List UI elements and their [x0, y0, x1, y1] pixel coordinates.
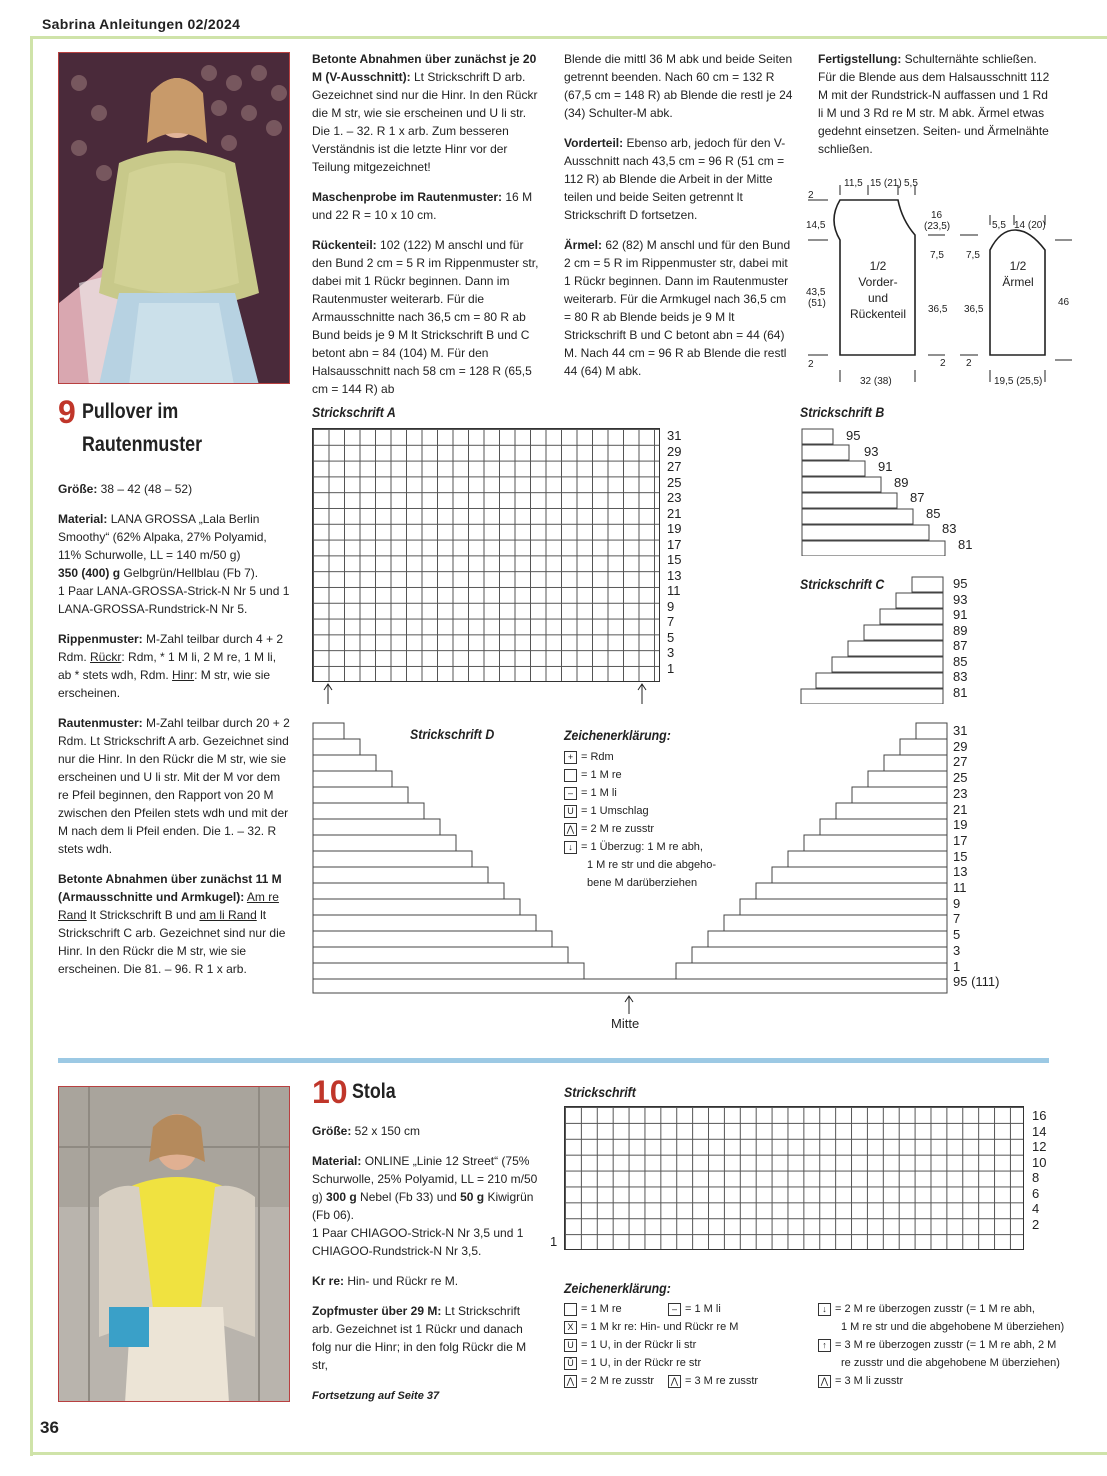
- sch-left-top: 14,5: [806, 220, 826, 231]
- chart-d-center-label: Mitte: [611, 1016, 640, 1031]
- p10-cable-text: Lt Strickschrift arb. Gezeichnet ist 1 Rückr und danach folg nur die Hinr; in den folg Rückr die M str,: [312, 1304, 527, 1372]
- chart-10-row: 4: [1032, 1201, 1040, 1216]
- chart-d-row: 3: [953, 942, 961, 958]
- header-title: Sabrina Anleitungen 02/2024: [42, 16, 241, 32]
- sch-dim-2a: 2: [808, 190, 814, 201]
- legend-symbol: Ū: [564, 1357, 577, 1370]
- dec11-t2: lt Strickschrift C arb. Gezeichnet sind nur die Hinr. In den Rückr die M str, wie sie erscheinen. Die 81. – 96. R 1 x arb.: [58, 908, 286, 976]
- chart-b-row: 87: [910, 490, 925, 505]
- p10-material-label: Material:: [312, 1154, 362, 1168]
- p10-kr-label: Kr re:: [312, 1274, 345, 1288]
- chart-d-row: 15: [953, 848, 968, 864]
- pattern-number-10: 10: [312, 1074, 348, 1110]
- sch-left-body-b: (51): [808, 298, 826, 309]
- legend-9: [564, 726, 724, 892]
- photo-pullover-illustration: [59, 53, 290, 384]
- legend-symbol: U: [564, 1339, 577, 1352]
- dec11-t1: lt Strickschrift B und: [86, 908, 200, 922]
- sch-sleeve-top-2: 14 (20): [1014, 220, 1046, 231]
- legend-symbol: ↓: [564, 841, 577, 854]
- chart-d-label: Strickschrift D: [410, 726, 495, 742]
- sch-body-l2: Vorder-: [858, 275, 898, 289]
- legend-symbol: [564, 1303, 577, 1316]
- legend-text: = 1 U, in der Rückr li str: [581, 1339, 697, 1351]
- chart-a-row: 31: [667, 428, 682, 443]
- sleeve-label: Ärmel:: [564, 238, 603, 252]
- chart-d-row: 23: [953, 785, 968, 801]
- sch-dim-2b: 2: [808, 359, 814, 370]
- front-label: Vorderteil:: [564, 136, 624, 150]
- sch-sleeve-bottom: 19,5 (25,5): [994, 376, 1043, 387]
- legend-10-item: [818, 1300, 1058, 1318]
- dec20-text: Lt Strickschrift D arb. Gezeichnet sind nur die Hinr. In den Rückr die M str, wie sie erscheinen und U li str. Die 1. – 32. R 1 x arb. Zum besseren Verständnis ist die letzte Hinr vor der Teilung mitgezeichnet!: [312, 70, 538, 174]
- legend-text: = 3 M re zusstr: [685, 1375, 759, 1387]
- chart-10-rows: [1032, 1108, 1072, 1232]
- sch-bottom: 32 (38): [860, 376, 892, 387]
- pattern-number-9: 9: [58, 394, 76, 430]
- sch-left-body: 43,5: [806, 287, 826, 298]
- sch-sleeve-len: 46: [1058, 297, 1070, 308]
- size-value: 38 – 42 (48 – 52): [97, 482, 193, 496]
- chart-b-row: 93: [864, 443, 879, 459]
- diamond-text: M-Zahl teilbar durch 20 + 2 Rdm. Lt Strickschrift A arb. Gezeichnet sind nur die Hinr. In den Rückr die M str, wie sie erscheinen und U li str. Mit der M vor dem re Pfeil beginnen, den Rapport von 20 M zwischen den Pfeilen stets wdh und mit der M nach dem li Pfeil enden. Die 1. – 32. R stets wdh.: [58, 716, 290, 856]
- chart-10-grid: [564, 1106, 1024, 1250]
- finish-text: Schulternähte schließen. Für die Blende aus dem Halsausschnitt 112 M mit der Rundstrick-N auffassen und 1 Rd li M und 3 Rd re M str. M abk. Ärmel etwas gedehnt einsetzen. Seiten- und Ärmelnähte schließen.: [818, 52, 1050, 156]
- sch-top-2: 15 (21): [870, 178, 902, 189]
- legend-10-col1b: [668, 1300, 788, 1390]
- chart-a-row: 7: [667, 614, 675, 629]
- p10-color2: Kiwigrün (Fb 06).: [312, 1190, 534, 1222]
- chart-c-row: 91: [953, 607, 968, 622]
- sleeve-text: 62 (82) M anschl und für den Bund 2 cm = 5 R im Rippenmuster str, dabei mit 1 Rückr beginnen. Dann im Rautenmuster weiterarb. Für die Armkugel nach 36,5 cm = 80 R ab Blende beids je 9 M lt Strickschrift B und C betont abn = 44 (64) M. Nach 44 cm = 96 R ab Blende die restl 44 (64) M abk.: [564, 238, 791, 378]
- material-amount: 350 (400) g: [58, 566, 121, 580]
- legend-text: = 1 M kr re: Hin- und Rückr re M: [581, 1321, 739, 1333]
- chart-10-row: 8: [1032, 1170, 1040, 1185]
- legend-9-extra1: 1 M re str und die abgeho-: [587, 859, 717, 871]
- p9-column-4: [818, 50, 1050, 170]
- chart-c-row: 81: [953, 684, 968, 700]
- section-separator: [58, 1058, 1049, 1063]
- legend-text: = 1 Umschlag: [581, 805, 649, 817]
- chart-a-row: 19: [667, 521, 682, 536]
- legend-text: = 3 M li zusstr: [835, 1375, 904, 1387]
- sch-neck-b: (23,5): [924, 221, 951, 232]
- photo-stola: [58, 1086, 290, 1402]
- legend-symbol: [564, 769, 577, 782]
- p9-column-3: [564, 50, 796, 392]
- legend-10-item: [668, 1300, 788, 1318]
- chart-d-row: 5: [953, 927, 961, 943]
- chart-b-row: 83: [942, 521, 957, 536]
- sch-sleeve-top-1: 5,5: [992, 220, 1006, 231]
- legend-symbol: +: [564, 751, 577, 764]
- legend-symbol: ⋀: [564, 823, 577, 836]
- legend-text: = 1 Überzug: 1 M re abh,: [581, 841, 703, 853]
- chart-d-row: 31: [953, 723, 968, 738]
- material-value: LANA GROSSA „Lala Berlin Smoothy“ (62% Alpaka, 27% Polyamid, 11% Schurwolle, LL = 140 m/50 g): [58, 512, 267, 562]
- chart-d-row: 29: [953, 738, 968, 754]
- legend-text: 1 M re str und die abgehobene M überziehen): [841, 1321, 1065, 1333]
- back-text: 102 (122) M anschl und für den Bund 2 cm = 5 R im Rippenmuster str, dabei mit 1 Rückr beginnen. Dann im Rautenmuster weiterarb. Für die Armausschnitte nach 36,5 cm = 80 R ab Bund beids je 9 M lt Strickschrift B und C betont abn = 84 (104) M. Für den Halsausschnitt nach 58 cm = 128 R (65,5 cm = 144 R) ab: [312, 238, 539, 396]
- chart-a-row: 27: [667, 459, 682, 474]
- sch-sleeve-l1: 1/2: [1009, 259, 1027, 273]
- sch-top-1: 11,5: [844, 178, 863, 189]
- dec11-u1: Am re Rand: [58, 890, 279, 922]
- chart-10-row: 2: [1032, 1216, 1040, 1232]
- chart-b-label: Strickschrift B: [800, 404, 885, 420]
- chart-a-row: 1: [667, 660, 675, 676]
- legend-text: = 2 M re zusstr: [581, 1375, 655, 1387]
- p10-amount1: 300 g: [326, 1190, 357, 1204]
- legend-symbol: U: [564, 805, 577, 818]
- legend-text: re zusstr und die abgehobene M überziehen): [841, 1357, 1060, 1369]
- rib-label: Rippenmuster:: [58, 632, 143, 646]
- material-color: Gelbgrün/Hellblau (Fb 7).: [120, 566, 259, 580]
- chart-b-row: 95: [846, 428, 861, 443]
- p10-size-label: Größe:: [312, 1124, 352, 1138]
- rib-rueckr: Rückr: [90, 650, 122, 664]
- chart-d-row: 25: [953, 770, 968, 786]
- p10-kr-text: Hin- und Rückr re M.: [344, 1274, 459, 1288]
- page-number: 36: [40, 1418, 59, 1437]
- material-label: Material:: [58, 512, 108, 526]
- schematic-diagram: [800, 170, 1080, 395]
- chart-a-label: Strickschrift A: [312, 404, 396, 420]
- chart-10-label: Strickschrift: [564, 1084, 636, 1100]
- sch-sleeve-side: 36,5: [964, 304, 984, 315]
- legend-symbol: ⋀: [668, 1375, 681, 1388]
- chart-10-row: 14: [1032, 1123, 1047, 1139]
- chart-a-row: 5: [667, 629, 675, 645]
- chart-c-row: 87: [953, 638, 968, 653]
- chart-a-row: 15: [667, 552, 682, 567]
- chart-a-row: 25: [667, 474, 682, 490]
- legend-symbol: ⋀: [818, 1375, 831, 1388]
- legend-text: = 1 M re: [581, 769, 622, 781]
- pattern-title-10: Stola: [352, 1080, 396, 1103]
- sch-sleeve-l2: Ärmel: [1002, 275, 1034, 289]
- legend-text: = 1 M re: [581, 1303, 622, 1315]
- p9-column-2: [312, 50, 544, 410]
- legend-9-item: [564, 748, 724, 766]
- chart-d-row: 13: [953, 864, 968, 880]
- legend-text: = 1 U, in der Rückr re str: [581, 1357, 702, 1369]
- chart-d-rows: [953, 723, 1043, 990]
- legend-9-item: [564, 802, 724, 820]
- legend-9-item: [564, 820, 724, 838]
- chart-10-row: 6: [1032, 1185, 1040, 1201]
- chart-c-label: Strickschrift C: [800, 576, 885, 592]
- rib-text3: : M str, wie sie erscheinen.: [58, 668, 271, 700]
- chart-d-row: 11: [953, 880, 967, 896]
- chart-a-row: 13: [667, 567, 682, 583]
- legend-text: = 3 M re überzogen zusstr (= 1 M re abh, 2 M: [835, 1339, 1057, 1351]
- sch-body-l4: Rückenteil: [849, 307, 907, 321]
- chart-d-row: 7: [953, 911, 961, 927]
- chart-b-rows: [846, 428, 973, 552]
- p10-column: [312, 1122, 544, 1386]
- pattern-title-9-line1: Pullover im: [82, 400, 179, 423]
- legend-symbol: ⋀: [564, 1375, 577, 1388]
- photo-pullover: [58, 52, 290, 384]
- legend-text: = 1 M li: [581, 787, 617, 799]
- size-label: Größe:: [58, 482, 98, 496]
- chart-c-row: 85: [953, 653, 968, 669]
- chart-10-first-row: 1: [550, 1234, 558, 1249]
- legend-10-title: Zeichenerklärung:: [564, 1280, 671, 1296]
- material-needles: 1 Paar LANA-GROSSA-Strick-N Nr 5 und 1 LANA-GROSSA-Rundstrick-N Nr 5.: [58, 584, 290, 616]
- legend-10-col2: [818, 1300, 1065, 1390]
- frame-top: [30, 36, 1107, 39]
- chart-a-row: 3: [667, 645, 675, 660]
- legend-9-extra2: bene M darüberziehen: [587, 877, 698, 889]
- chart-b-row: 85: [926, 505, 941, 521]
- chart-d-row: 95 (111): [953, 974, 1000, 990]
- sch-dim-2d: 2: [966, 358, 972, 369]
- legend-symbol: ↑: [818, 1339, 831, 1352]
- chart-d-row: 19: [953, 817, 968, 833]
- legend-10-item: [818, 1336, 1058, 1354]
- gauge-label: Maschenprobe im Rautenmuster:: [312, 190, 503, 204]
- back-label: Rückenteil:: [312, 238, 377, 252]
- chart-a-row: 23: [667, 490, 682, 505]
- chart-b-row: 91: [878, 459, 893, 474]
- p10-color1: Nebel (Fb 33) und: [356, 1190, 461, 1204]
- diamond-label: Rautenmuster:: [58, 716, 143, 730]
- chart-d-row: 9: [953, 895, 961, 911]
- chart-d-center-arrow: [622, 994, 636, 1016]
- chart-a-row: 29: [667, 443, 682, 459]
- front-text: Ebenso arb, jedoch für den V-Ausschnitt nach 43,5 cm = 96 R (51 cm = 112 R) ab Blende die Arbeit in der Mitte teilen und beide Seiten getrennt lt Strickschrift D fortsetzen.: [564, 136, 786, 222]
- legend-symbol: ↓: [818, 1303, 831, 1316]
- col3-text: Blende die mittl 36 M abk und beide Seiten getrennt beenden. Nach 60 cm = 132 R (67,5 cm = 148 R) ab Blende die restl je 24 (34) Schulter-M abk.: [564, 52, 793, 120]
- p10-amount2: 50 g: [460, 1190, 485, 1204]
- sch-side: 36,5: [928, 304, 948, 315]
- legend-symbol: –: [564, 787, 577, 800]
- chart-d-row: 21: [953, 801, 968, 817]
- legend-9-title: Zeichenerklärung:: [564, 727, 671, 743]
- gauge-text: 16 M und 22 R = 10 x 10 cm.: [312, 190, 533, 222]
- chart-a-row: 11: [667, 583, 681, 598]
- chart-c-rows: [953, 576, 993, 700]
- chart-10-row: 10: [1032, 1154, 1047, 1170]
- p9-column-1: [58, 480, 290, 990]
- chart-c-row: 89: [953, 622, 968, 638]
- legend-9-item: [564, 766, 724, 784]
- chart-d-row: 1: [953, 958, 961, 974]
- p10-size-value: 52 x 150 cm: [351, 1124, 421, 1138]
- sch-sleeve-cap: 7,5: [966, 250, 980, 261]
- p10-needles: 1 Paar CHIAGOO-Strick-N Nr 3,5 und 1 CHIAGOO-Rundstrick-N Nr 3,5.: [312, 1226, 524, 1258]
- frame-left: [30, 36, 33, 1456]
- continued-note: Fortsetzung auf Seite 37: [312, 1390, 440, 1402]
- legend-10-item: [818, 1372, 1058, 1390]
- chart-10-row: 12: [1032, 1139, 1047, 1154]
- p10-cable-label: Zopfmuster über 29 M:: [312, 1304, 442, 1318]
- rib-text2: : Rdm, * 1 M li, 2 M re, 1 M li, ab * stets wdh, Rdm.: [58, 650, 277, 682]
- chart-a-row: 17: [667, 536, 682, 552]
- legend-9-item: [564, 838, 724, 856]
- finish-label: Fertigstellung:: [818, 52, 902, 66]
- legend-10-item: [668, 1372, 788, 1390]
- chart-c-grid: [800, 576, 946, 704]
- rib-hinr: Hinr: [172, 668, 195, 682]
- chart-a-arrows: [312, 682, 660, 712]
- legend-text: = 2 M re überzogen zusstr (= 1 M re abh,: [835, 1303, 1035, 1315]
- chart-a-grid: [312, 428, 660, 682]
- legend-9-item: [564, 784, 724, 802]
- chart-d-row: 27: [953, 754, 968, 770]
- dec11-label: Betonte Abnahmen über zunächst 11 M (Armausschnitte und Armkugel):: [58, 872, 282, 904]
- legend-symbol: X: [564, 1321, 577, 1334]
- chart-b-row: 81: [958, 536, 973, 552]
- chart-d-row: 17: [953, 832, 968, 848]
- legend-text: = 1 M li: [685, 1303, 721, 1315]
- pattern-title-9-line2: Rautenmuster: [82, 433, 203, 456]
- chart-a-rows: [667, 428, 707, 676]
- sch-body-l3: und: [867, 291, 889, 305]
- sch-body-l1: 1/2: [869, 259, 887, 273]
- dec20-label: Betonte Abnahmen über zunächst je 20 M (V-Ausschnitt):: [312, 52, 537, 84]
- sch-top-3: 5,5: [904, 178, 918, 189]
- legend-text: = 2 M re zusstr: [581, 823, 655, 835]
- sch-dim-2c: 2: [940, 358, 946, 369]
- legend-text: = Rdm: [581, 751, 614, 763]
- chart-a-row: 9: [667, 598, 675, 614]
- p10-material-value: ONLINE „Linie 12 Street“ (75% Schurwolle, 25% Polyamid, LL = 210 m/50 g): [312, 1154, 538, 1204]
- chart-b-row: 89: [894, 474, 909, 490]
- sch-armhole: 7,5: [930, 250, 944, 261]
- sch-neck: 16: [931, 210, 943, 221]
- chart-c-row: 95: [953, 576, 968, 591]
- chart-c-row: 83: [953, 669, 968, 684]
- sleeve-outline: [990, 230, 1045, 355]
- rib-text1: M-Zahl teilbar durch 4 + 2 Rdm.: [58, 632, 284, 664]
- chart-10-row: 16: [1032, 1108, 1047, 1123]
- chart-c-row: 93: [953, 591, 968, 607]
- frame-bottom: [30, 1452, 1107, 1455]
- dec11-u2: am li Rand: [199, 908, 257, 922]
- photo-stola-illustration: [59, 1087, 290, 1402]
- chart-a-row: 21: [667, 505, 682, 521]
- legend-symbol: –: [668, 1303, 681, 1316]
